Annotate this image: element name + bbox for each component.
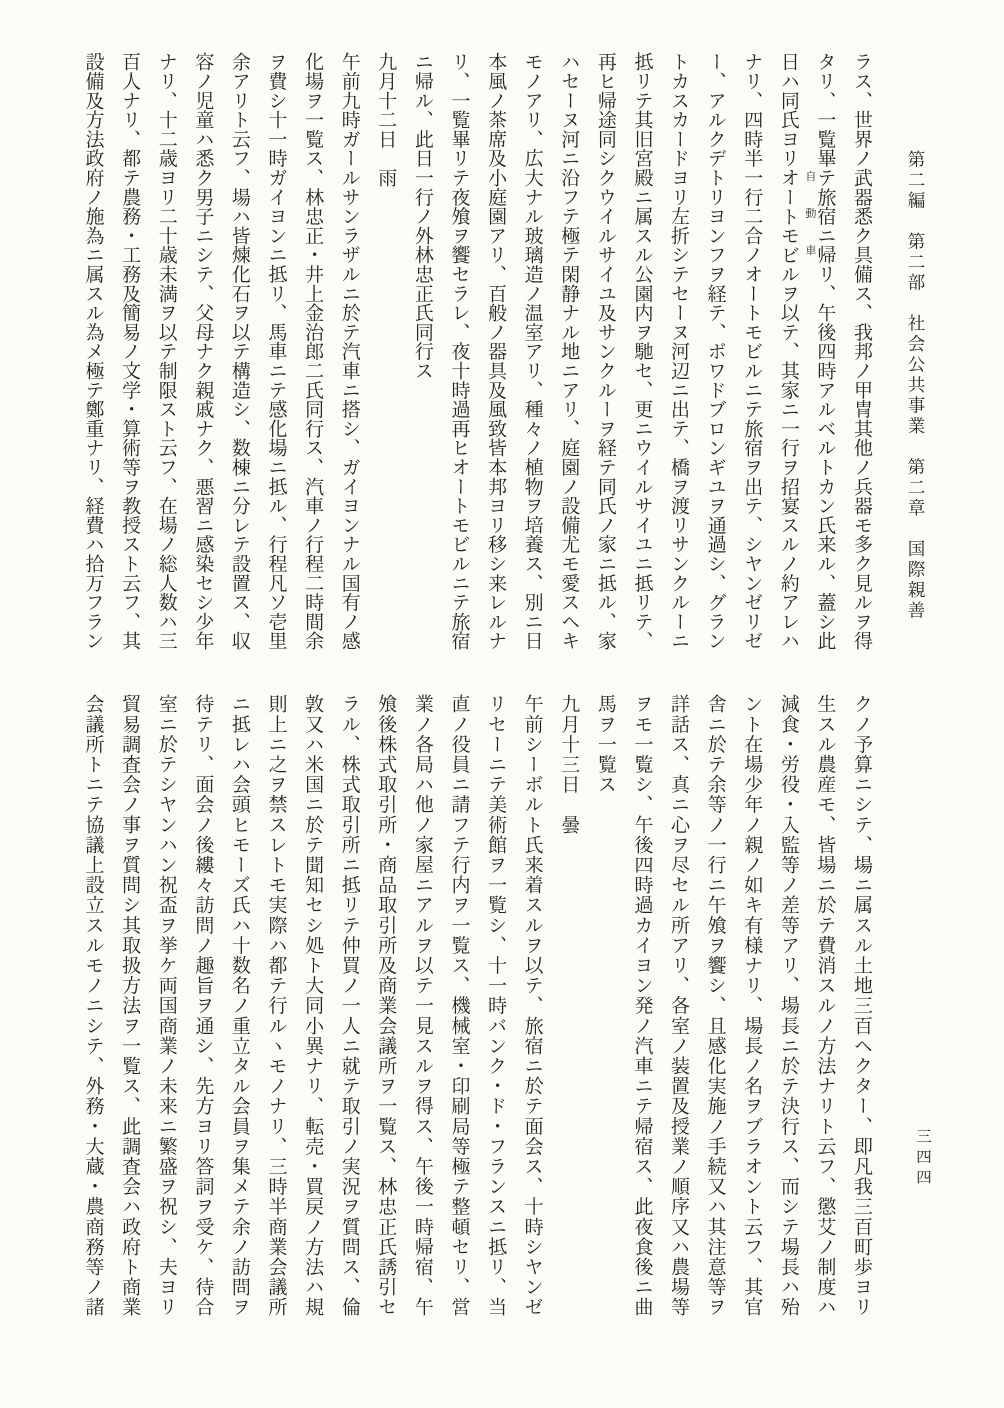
text-column: 会議所トニテ協議上設立スルモノニシテ、外務・大蔵・農商務等ノ諸 [82, 694, 104, 1318]
text-column: 馬ヲ一覧ス [594, 694, 616, 795]
text-column: 舎ニ於テ余等ノ一行ニ午飧ヲ饗シ、且感化実施ノ手続又ハ其注意等ヲ [704, 694, 726, 1318]
page-number: 三四四 [914, 1128, 931, 1190]
text-column: 容ノ児童ハ悉ク男子ニシテ、父母ナク親戚ナク、悪習ニ感染セシ少年 [192, 52, 214, 651]
text-column: 生スル農産モ、皆場ニ於テ費消スルノ方法ナリト云フ、懲艾ノ制度ハ [814, 694, 836, 1318]
text-column: 余アリト云フ、場ハ皆煉化石ヲ以テ構造シ、数棟ニ分レテ設置ス、収 [228, 52, 250, 651]
text-column: 待テリ、面会ノ後縷々訪問ノ趣旨ヲ通シ、先方ヨリ答詞ヲ受ケ、待合 [192, 694, 214, 1318]
text-column: 飧後株式取引所・商品取引所及商業会議所ヲ一覧ス、林忠正氏誘引セ [375, 694, 397, 1318]
text-column: 再ヒ帰途同シクウイルサイユ及サンクルーヲ経テ同氏ノ家ニ抵ル、家 [594, 52, 616, 651]
text-column: ヲ費シ十一時ガイヨンニ抵リ、馬車ニテ感化場ニ抵ル、行程凡ソ壱里 [265, 52, 287, 651]
running-header: 第二編 第二部 社会公共事業 第二章 国際親善 [906, 150, 926, 622]
text-column: リ、一覧畢リテ夜飧ヲ饗セラレ、夜十時過再ヒオートモビルニテ旅宿 [448, 52, 470, 651]
text-column: ント在場少年ノ親ノ如キ有様ナリ、場長ノ名ヲブラオント云フ、其官 [741, 694, 763, 1318]
text-column-with-gloss: 日ハ同氏ヨリオートモビル 自動車 ヲ以テ、其家ニ一行ヲ招宴スルノ約アレハ [777, 52, 816, 651]
text-column: ハセーヌ河ニ沿フテ極テ閑静ナル地ニアリ、庭園ノ設備尤モ愛スヘキ [558, 52, 580, 651]
text-column: 化場ヲ一覧ス、林忠正・井上金治郎二氏同行ス、汽車ノ行程二時間余 [302, 52, 324, 651]
text-column: ラル、株式取引所ニ抵リテ仲買ノ一人ニ就テ取引ノ実況ヲ質問ス、倫 [338, 694, 360, 1318]
text-column: ー、アルクデトリヨンフヲ経テ、ボワドブロンギユヲ通過シ、グラン [704, 52, 726, 651]
text-column: 敦又ハ米国ニ於テ聞知セシ処ト大同小異ナリ、転売・買戻ノ方法ハ規 [302, 694, 324, 1318]
text-column: 百人ナリ、都テ農務・工務及簡易ノ文学・算術等ヲ教授スト云フ、其 [119, 52, 141, 651]
text-column: 本風ノ茶席及小庭園アリ、百般ノ器具及風致皆本邦ヨリ移シ来レルナ [485, 52, 507, 651]
text-column: 室ニ於テシヤンハン祝盃ヲ挙ケ両国商業ノ未来ニ繁盛ヲ祝シ、夫ヨリ [155, 694, 177, 1318]
text-column: ニ帰ル、此日一行ノ外林忠正氏同行ス [411, 52, 433, 381]
text-column: 午前九時ガールサンラザルニ於テ汽車ニ搭シ、ガイヨンナル国有ノ感 [338, 52, 360, 651]
top-text-block [72, 52, 879, 654]
text-column: ナリ、四時半一行二合ノオートモビルニテ旅宿ヲ出テ、シヤンゼリゼ [741, 52, 763, 651]
text-column: 貿易調査会ノ事ヲ質問シ其取扱方法ヲ一覧ス、此調査会ハ政府ト商業 [119, 694, 141, 1318]
text-column: 則上ニ之ヲ禁スレトモ実際ハ都テ行ルヽモノナリ、三時半商業会議所 [265, 694, 287, 1318]
furigana-gloss: 自動車 [803, 170, 816, 282]
text-column: リセーニテ美術館ヲ一覧シ、十一時バンク・ド・フランスニ抵リ、当 [485, 694, 507, 1318]
text-column: 減食・労役・入監等ノ差等アリ、場長ニ於テ決行ス、而シテ場長ハ殆 [777, 694, 799, 1318]
text-column: 午前シーボルト氏来着スルヲ以テ、旅宿ニ於テ面会ス、十時シヤンゼ [521, 694, 543, 1318]
text-column: 直ノ役員ニ請フテ行内ヲ一覧ス、機械室・印刷局等極テ整頓セリ、営 [448, 694, 470, 1318]
text-column: モノアリ、広大ナル玻璃造ノ温室アリ、種々ノ植物ヲ培養ス、別ニ日 [521, 52, 543, 651]
date-heading: 九月十二日 雨 [375, 52, 397, 188]
text-column: 設備及方法政府ノ施為ニ属スル為メ極テ鄭重ナリ、経費ハ拾万フラン [82, 52, 104, 651]
text-column: ニ抵レハ会頭ヒモーズ氏ハ十数名ノ重立タル会員ヲ集メテ余ノ訪問ヲ [228, 694, 250, 1318]
text-column: ナリ、十二歳ヨリ二十歳未満ヲ以テ制限スト云フ、在場ノ総人数ハ三 [155, 52, 177, 651]
text-column: クノ予算ニシテ、場ニ属スル土地三百ヘクター、即凡我三百町歩ヨリ [851, 694, 872, 1318]
text-column: ヲモ一覧シ、午後四時過カイヨン発ノ汽車ニテ帰宿ス、此夜食後ニ曲 [631, 694, 653, 1318]
text-column: 業ノ各局ハ他ノ家屋ニアルヲ以テ一見スルヲ得ス、午後一時帰宿、午 [411, 694, 433, 1318]
gloss-base: オートモビル 自動車 [777, 167, 816, 284]
date-heading: 九月十三日 曇 [558, 694, 580, 835]
text-column: 抵リテ其旧宮殿ニ属スル公園内ヲ馳セ、更ニウイルサイユニ抵リテ、 [631, 52, 653, 651]
bottom-text-block [72, 694, 879, 1320]
text-column: タリ、一覧畢テ旅宿ニ帰リ、午後四時アルベルトカン氏来ル、蓋シ此 [814, 52, 836, 651]
text-column: 詳話ス、真ニ心ヲ尽セル所アリ、各室ノ装置及授業ノ順序又ハ農場等 [668, 694, 690, 1318]
text-column: トカスカードヨリ左折シテセーヌ河辺ニ出テ、橋ヲ渡リサンクルーニ [668, 52, 690, 651]
text-column: ラス、世界ノ武器悉ク具備ス、我邦ノ甲冑其他ノ兵器モ多ク見ルヲ得 [851, 52, 872, 651]
